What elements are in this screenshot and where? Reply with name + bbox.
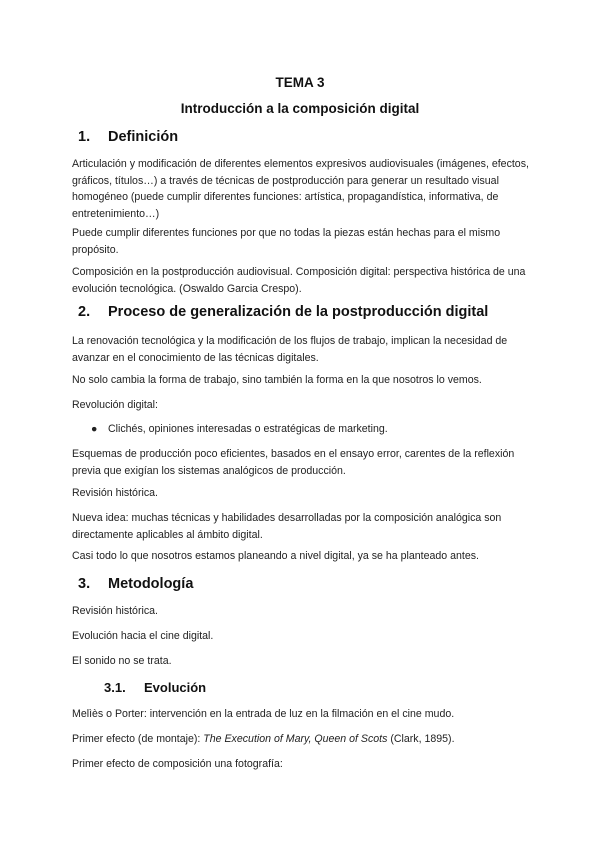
document-title: TEMA 3 <box>275 75 325 90</box>
paragraph: Primer efecto de composición una fotografía: <box>72 758 283 770</box>
section-title: Definición <box>108 129 179 145</box>
section-heading-1 <box>78 129 178 145</box>
paragraph: Revolución digital: <box>72 399 158 411</box>
section-title: Proceso de generalización de la postproducción digital <box>108 304 489 320</box>
paragraph: Puede cumplir diferentes funciones por que no todas la piezas están hechas para el mismo propósito. <box>72 227 501 256</box>
section-heading-3 <box>78 576 193 592</box>
subsection-number: 3.1. <box>104 680 126 695</box>
subsection-title: Evolución <box>144 680 207 695</box>
paragraph: Melìès o Porter: intervención en la entrada de luz en la filmación en el cine mudo. <box>72 708 455 720</box>
paragraph: Revisión histórica. <box>72 605 158 617</box>
citation-prefix: Primer efecto (de montaje): <box>72 733 204 745</box>
subsection-heading-3-1 <box>104 680 206 695</box>
paragraph: Casi todo lo que nosotros estamos planeando a nivel digital, ya se ha planteado antes. <box>72 550 479 562</box>
paragraph: No solo cambia la forma de trabajo, sino también la forma en la que nosotros lo vemos. <box>72 374 482 386</box>
paragraph: Composición en la postproducción audiovisual. Composición digital: perspectiva histórica de una evolución tecnológica. (Oswaldo Garcia Crespo). <box>72 266 526 295</box>
paragraph: Evolución hacia el cine digital. <box>72 630 214 642</box>
bullet-icon: ● <box>91 423 98 435</box>
film-title: The Execution of Mary, Queen of Scots <box>203 733 388 745</box>
section-heading-2 <box>78 304 488 320</box>
section-title: Metodología <box>108 576 194 592</box>
citation-suffix: (Clark, 1895). <box>387 733 455 745</box>
paragraph: Esquemas de producción poco eficientes, basados en el ensayo error, carentes de la reflexión previa que exigían los sistemas analógicos de producción. <box>72 448 515 477</box>
bullet-list-item <box>91 421 388 437</box>
document-subtitle: Introducción a la composición digital <box>180 101 420 116</box>
paragraph: Revisión histórica. <box>72 487 158 499</box>
paragraph: La renovación tecnológica y la modificación de los flujos de trabajo, implican la necesidad de avanzar en el conocimiento de las técnicas digitales. <box>72 335 508 364</box>
section-number: 1. <box>78 129 91 145</box>
paragraph: Nueva idea: muchas técnicas y habilidades desarrolladas por la composición analógica son directamente aplicables al ámbito digital. <box>72 512 502 541</box>
bullet-text: Clichés, opiniones interesadas o estratégicas de marketing. <box>108 423 388 435</box>
paragraph: Articulación y modificación de diferentes elementos expresivos audiovisuales (imágenes, efectos, gráficos, títulos…) a través de técnicas de postproducción para generar un resultado visual homogéneo (puede cumplir diferentes funciones: artística, propagandística, informativa, de entretenimiento…) <box>72 158 529 220</box>
paragraph: El sonido no se trata. <box>72 655 172 667</box>
paragraph-with-citation <box>72 731 532 748</box>
section-number: 2. <box>78 304 91 320</box>
section-number: 3. <box>78 576 91 592</box>
